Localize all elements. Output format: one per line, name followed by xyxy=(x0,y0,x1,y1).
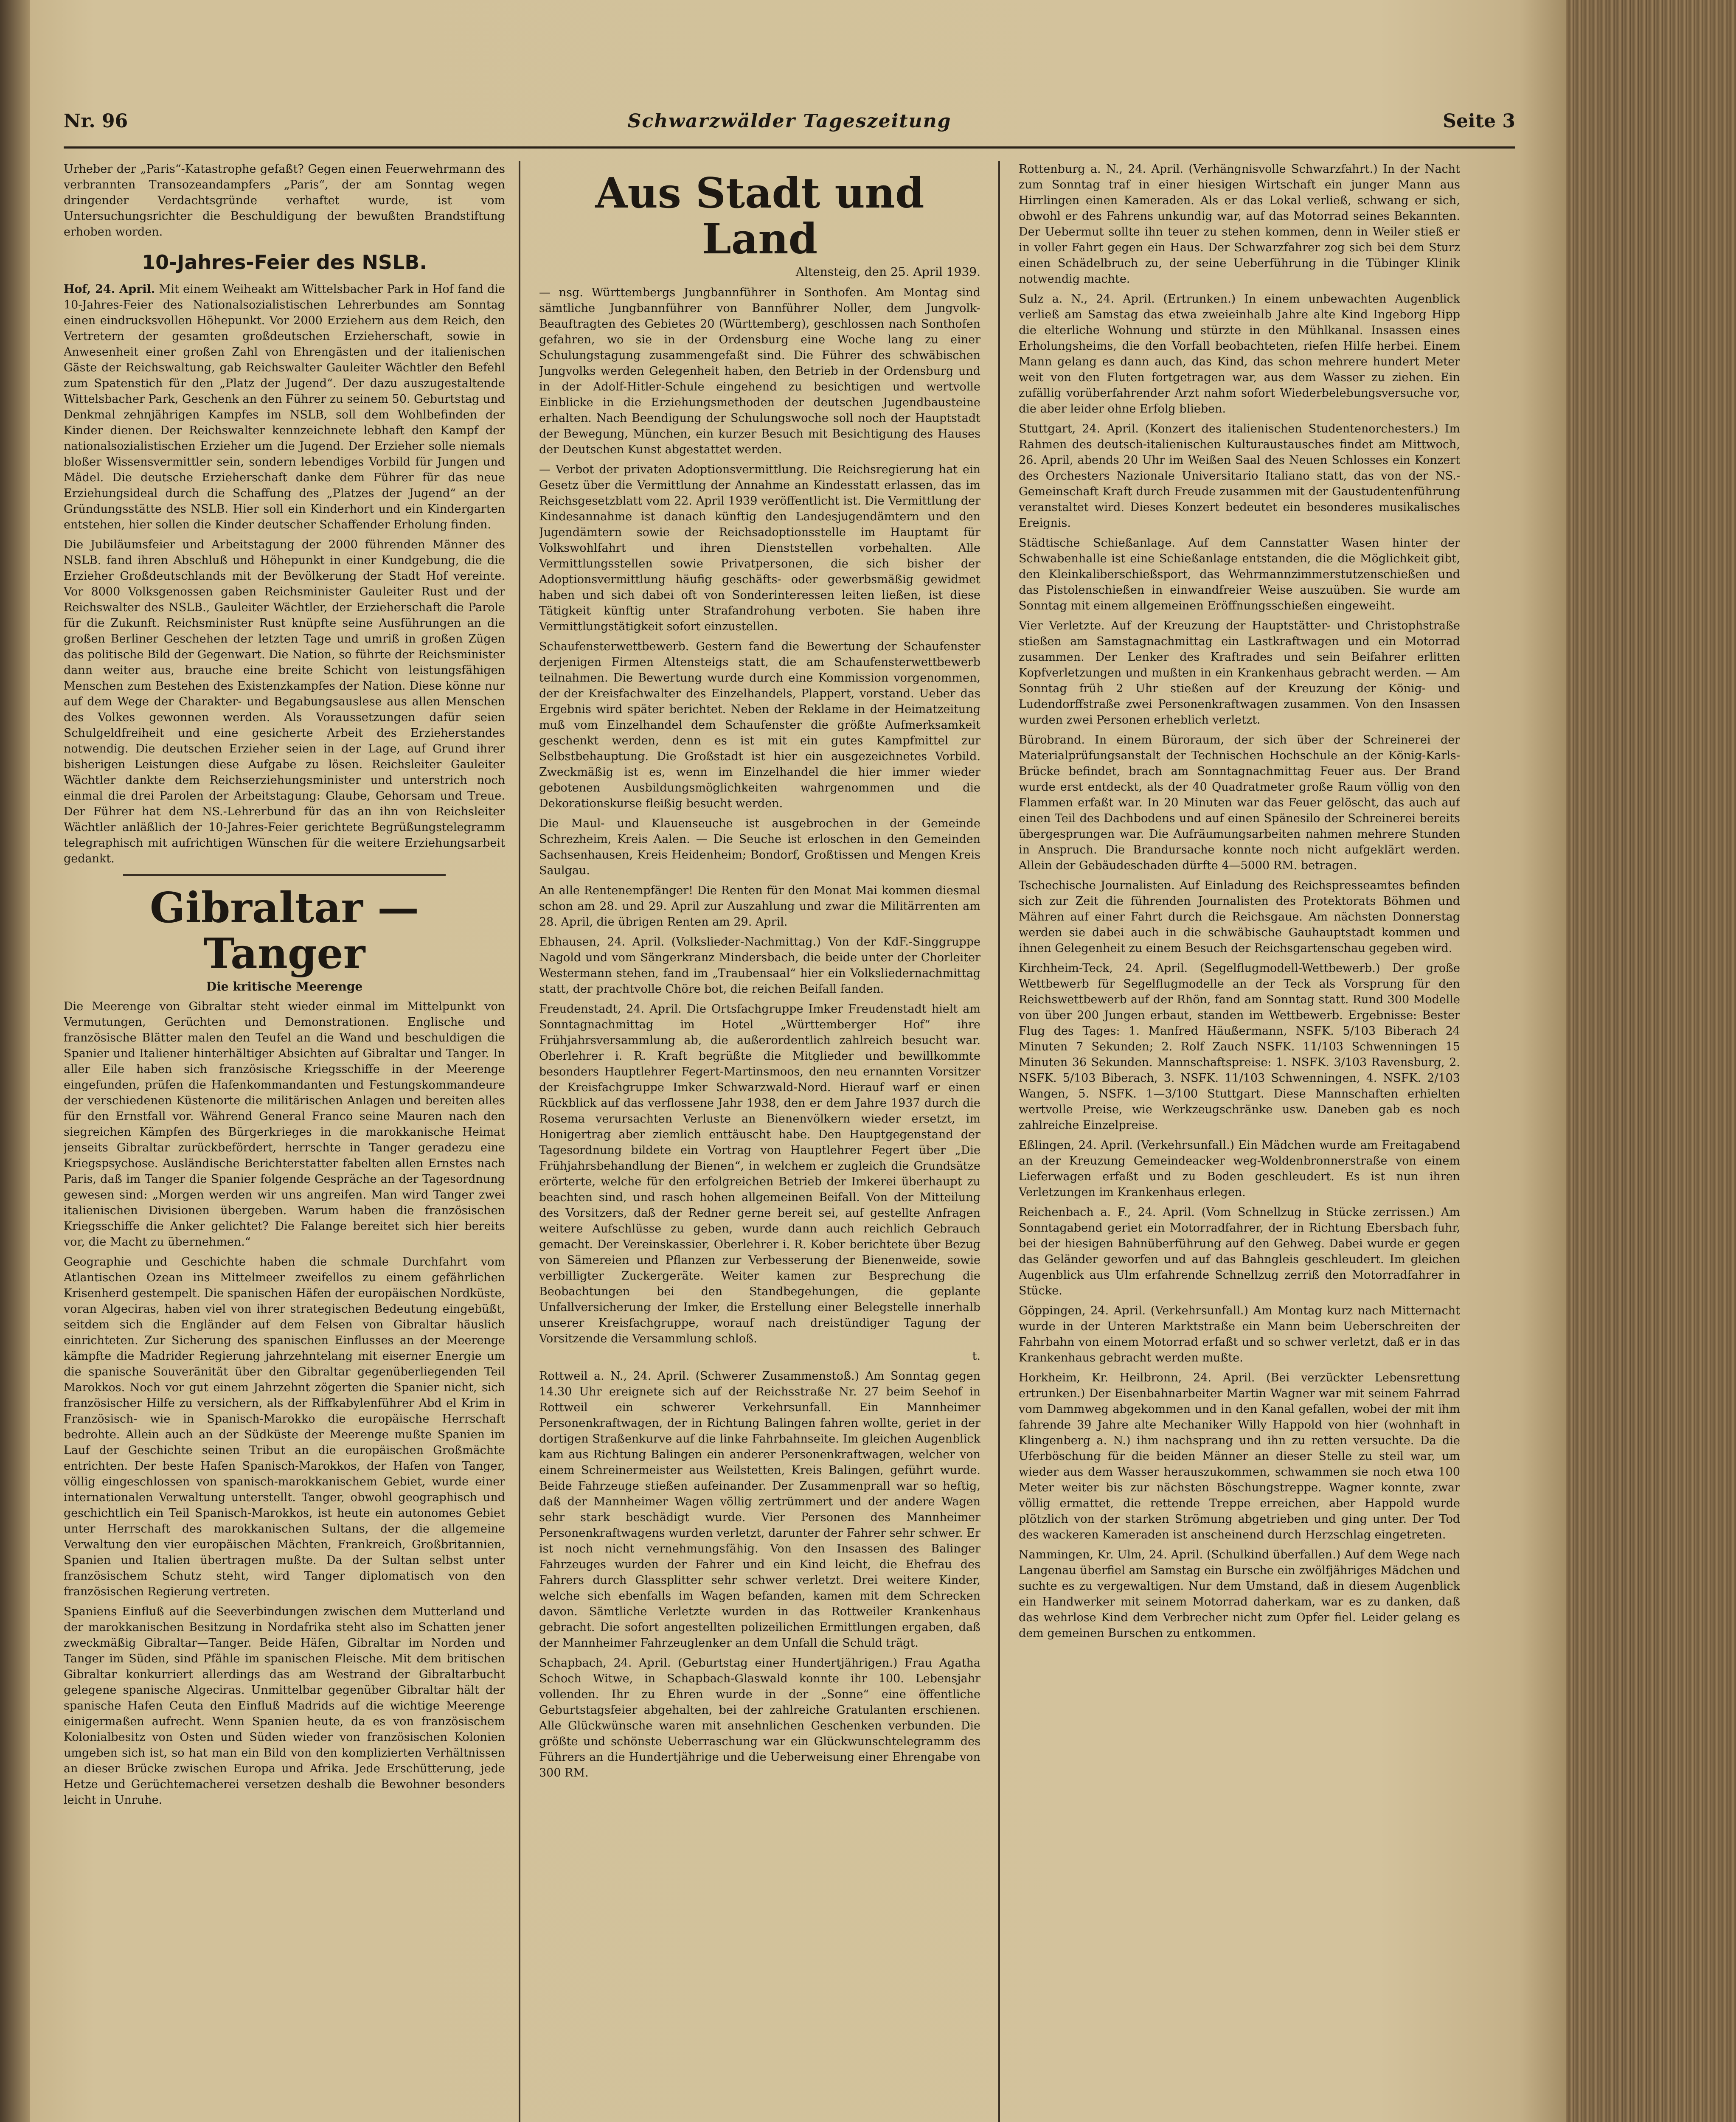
article-reichenbach: Reichenbach a. F., 24. April. (Vom Schnellzug in Stücke zerrissen.) Am Sonntagabend geriet ein Motorradfahrer, der in Richtung Ebersbach fuhr, bei der hiesigen Bahnüberführung auf den Gehweg. Dabei wurde er gegen das Geländer geworfen und auf das Bahngleis geschleudert. Im gleichen Augenblick aus Ulm erfahrende Schnellzug zerriß den Motorradfahrer in Stücke. xyxy=(1019,1206,1460,1297)
article-paris: Urheber der „Paris“-Katastrophe gefaßt? Gegen einen Feuerwehrmann des verbrannten Transozeandampfers „Paris“, der am Sonntag wegen dringender Verdachtsgründe verhaftet wurde, ist vom Untersuchungsrichter die Beschuldigung der bewußten Brandstiftung erhoben worden. xyxy=(64,163,505,239)
article-goeppingen: Göppingen, 24. April. (Verkehrsunfall.) Am Montag kurz nach Mitternacht wurde in der Unteren Marktstraße ein Mann beim Ueberschreiten der Fahrbahn von einem Motorrad erfaßt und so schwer verletzt, daß er in das Krankenhaus gebracht werden mußte. xyxy=(1019,1304,1460,1364)
section-divider xyxy=(123,874,446,876)
article-schapbach: Schapbach, 24. April. (Geburtstag einer Hundertjährigen.) Frau Agatha Schoch Witwe, in Schapbach-Glaswald konnte ihr 100. Lebensjahr vollenden. Ihr zu Ehren wurde in der „Sonne“ eine öffentliche Geburtstagsfeier abgehalten, bei der zahlreiche Gratulanten erschienen. Alle Glückwünsche waren mit ansehnlichen Geschenken verbunden. Die größte und schönste Ueberraschung war ein Glückwunschtelegramm des Führers an die Hundertjährige und die Ueberweisung einer Ehrengabe von 300 RM. xyxy=(539,1656,980,1780)
author-sign: t. xyxy=(972,1350,980,1363)
article-buerobrand: Bürobrand. In einem Büroraum, der sich über der Schreinerei der Materialprüfungsanstalt der Technischen Hochschule an der König-Karls-Brücke befindet, brach am Sonntagnachmittag Feuer aus. Der Brand wurde erst entdeckt, als der 40 Quadratmeter große Raum völlig von den Flammen erfaßt war. In 20 Minuten war das Feuer gelöscht, das auch auf einen Teil des Dachbodens und auf einen Spänesilo der Schreinerei bereits übergesprungen war. Die Aufräumungsarbeiten nahmen mehrere Stunden in Anspruch. Die Brandursache konnte noch nicht aufgeklärt werden. Allein der Gebäudeschaden dürfte 4—5000 RM. betragen. xyxy=(1019,733,1460,872)
column-2 xyxy=(539,161,980,2122)
article-journalisten: Tschechische Journalisten. Auf Einladung des Reichspresseamtes befinden sich zur Zeit die führenden Journalisten des Protektorats Böhmen und Mähren auf einer Fahrt durch die Reichsgaue. Am nächsten Donnerstag werden sie dabei auch in die schwäbische Gauhauptstadt kommen und ihnen Gelegenheit zu einem Besuch der Reichsgartenschau gegeben wird. xyxy=(1019,879,1460,955)
article-adoption: — Verbot der privaten Adoptionsvermittlung. Die Reichsregierung hat ein Gesetz über die Vermittlung der Annahme an Kindesstatt erlassen, das im Reichsgesetzblatt vom 22. April 1939 veröffentlicht ist. Die Vermittlung der Kindesannahme ist danach künftig den Landesjugendämtern und den Jugendämtern sowie der Reichsadoptionsstelle im Hauptamt für Volkswohlfahrt und ihren Dienststellen vorbehalten. Alle Vermittlungsstellen sowie Privatpersonen, die sich bisher der Adoptionsvermittlung häufig geschäfts- oder gewerbsmäßig gewidmet haben und sich dabei oft von Sonderinteressen leiten ließen, ist diese Tätigkeit künftig unter Strafandrohung verboten. Sie haben ihre Vermittlungstätigkeit sofort einzustellen. xyxy=(539,463,980,633)
article-vier-verletzte: Vier Verletzte. Auf der Kreuzung der Hauptstätter- und Christophstraße stießen am Samstagnachmittag ein Lastkraftwagen und ein Motorrad zusammen. Der Lenker des Kraftrades und sein Beifahrer erlitten Kopfverletzungen und mußten in ein Krankenhaus gebracht werden. — Am Sonntag früh 2 Uhr stießen auf der Kreuzung der König- und Ludendorffstraße zwei Personenkraftwagen zusammen. Von den Insassen wurden zwei Personen erheblich verletzt. xyxy=(1019,619,1460,727)
column-3 xyxy=(1019,161,1460,2122)
page-number: Seite 3 xyxy=(1443,110,1515,132)
headline-stadt-und-land: Aus Stadt und Land xyxy=(595,169,924,264)
article-freudenstadt: Freudenstadt, 24. April. Die Ortsfachgruppe Imker Freudenstadt hielt am Sonntagnachmittag im Hotel „Württemberger Hof“ ihre Frühjahrsversammlung ab, die außerordentlich zahlreich besucht war. Oberlehrer i. R. Kraft begrüßte die Mitglieder und bewillkommte besonders Hauptlehrer Fegert-Martinsmoos, den neu ernannten Vorsitzer der Kreisfachgruppe Imker Schwarzwald-Nord. Hierauf warf er einen Rückblick auf das verflossene Jahr 1938, den er dem Jahre 1937 durch die Rosema verursachten Verluste an Bienenvölkern wieder ersetzt, im Honigertrag aber ziemlich enttäuscht habe. Den Hauptgegenstand der Tagesordnung bildete ein Vortrag von Hauptlehrer Fegert über „Die Frühjahrsbehandlung der Bienen“, in welchem er zugleich die Grundsätze erörterte, welche für den erfolgreichen Betrieb der Imkerei überhaupt zu beachten sind, und rasch hohen allgemeinen Beifall. Von der Mitteilung des Vorsitzers, daß der Redner gerne bereit sei, auf gestellte Anfragen weitere Aufschlüsse zu geben, wurde dann auch reichlich Gebrauch gemacht. Der Vereinskassier, Oberlehrer i. R. Kober berichtete über Bezug von Sämereien und Pflanzen zur Verbesserung der Bienenweide, sowie verbilligter Zuckergeräte. Weiter kamen zur Besprechung die Beobachtungen bei den Standbegehungen, die geplante Unfallversicherung der Imker, die Erstellung einer Belegstelle innerhalb unserer Kreisfachgruppe, worauf nach dreistündiger Tagung der Vorsitzende die Versammlung schloß. xyxy=(539,1002,980,1345)
article-jungbann: — nsg. Württembergs Jungbannführer in Sonthofen. Am Montag sind sämtliche Jungbannführer von Bannführer Noller, dem Jungvolk-Beauftragten des Gebietes 20 (Württemberg), geschlossen nach Sonthofen gefahren, wo sie in der Ordensburg eine Woche lang zu einer Schulungstagung zusammengefaßt sind. Die Führer des schwäbischen Jungvolks werden Gelegenheit haben, den Betrieb in der Ordensburg und in der Adolf-Hitler-Schule eingehend zu besichtigen und wertvolle Einblicke in die Erziehungsmethoden der deutschen Jugendbausteine erhalten. Nach Beendigung der Schulungswoche soll noch der Hauptstadt der Bewegung, München, ein kurzer Besuch mit Besichtigung des Hauses der Deutschen Kunst abgestattet werden. xyxy=(539,286,980,456)
article-kirchheim: Kirchheim-Teck, 24. April. (Segelflugmodell-Wettbewerb.) Der große Wettbewerb für Segelflugmodelle an der Teck als Vorsprung für den Reichswettbewerb auf der Rhön, fand am Sonntag statt. Rund 300 Modelle von über 200 Jungen erbaut, standen im Wettbewerb. Ergebnisse: Bester Flug des Tages: 1. Manfred Häußermann, NSFK. 5/103 Biberach 24 Minuten 7 Sekunden; 2. Rolf Zauch NSFK. 11/103 Schwenningen 15 Minuten 36 Sekunden. Mannschaftspreise: 1. NSFK. 3/103 Ravensburg, 2. NSFK. 5/103 Biberach, 3. NSFK. 11/103 Schwenningen, 4. NSFK. 2/103 Wangen, 5. NSFK. 1—3/100 Stuttgart. Diese Mannschaften erhielten wertvolle Preise, wie Werkzeugschränke usw. Daneben gab es noch zahlreiche Einzelpreise. xyxy=(1019,962,1460,1132)
headline-gibraltar: Gibraltar — Tanger xyxy=(149,884,419,978)
article-jubilaeum: Die Jubiläumsfeier und Arbeitstagung der 2000 führenden Männer des NSLB. fand ihren Abschluß und Höhepunkt in einer Kundgebung, die die Erzieher Großdeutschlands mit der Bevölkerung der Stadt Hof vereinte. Vor 8000 Volksgenossen gaben Reichsminister Gauleiter Rust und der Reichswalter des NSLB., Gauleiter Wächtler, der Erzieherschaft die Parole für die Zukunft. Reichsminister Rust knüpfte seine Ausführungen an die großen Berliner Geschehen der letzten Tage und umriß in großen Zügen das politische Bild der Gegenwart. Die Nation, so führte der Reichsminister dann weiter aus, brauche eine breite Schicht von leistungsfähigen Menschen zum Bestehen des Existenzkampfes der Nation. Diese könne nur auf dem Wege der Charakter- und Begabungsauslese aus allen Menschen des Volkes gewonnen werden. Als Voraussetzungen dafür seien Schulgeldfreiheit und eine gesicherte Arbeit des Erzieherstandes notwendig. Die deutschen Erzieher seien in der Lage, auf Grund ihrer bisherigen Leistungen diese Aufgabe zu lösen. Reichsleiter Gauleiter Wächtler dankte dem Reichserziehungsminister und unterstrich noch einmal die drei Parolen der Arbeitstagung: Glaube, Gehorsam und Treue. Der Führer hat dem NS.-Lehrerbund für das an ihn von Reichsleiter Wächtler anläßlich der 10-Jahres-Feier gerichtete Begrüßungstelegramm telegraphisch mit aufrichtigen Wünschen für die weitere Erziehungsarbeit gedankt. xyxy=(64,538,505,865)
column-1 xyxy=(64,161,505,2122)
article-nammingen: Nammingen, Kr. Ulm, 24. April. (Schulkind überfallen.) Auf dem Wege nach Langenau überfiel am Samstag ein Bursche ein zwölfjähriges Mädchen und suchte es zu vergewaltigen. Nur dem Umstand, daß in diesem Augenblick ein Handwerker mit seinem Motorrad daherkam, war es zu danken, daß das wehrlose Kind dem Verbrecher nicht zum Opfer fiel. Leider gelang es dem gemeinen Burschen zu entkommen. xyxy=(1019,1548,1460,1640)
headline-nslb: 10-Jahres-Feier des NSLB. xyxy=(142,251,427,274)
subheadline-gibraltar: Die kritische Meerenge xyxy=(206,980,363,994)
article-renten: An alle Rentenempfänger! Die Renten für den Monat Mai kommen diesmal schon am 28. und 29. April zur Auszahlung und zwar die Militärrenten am 28. April, die übrigen Renten am 29. April. xyxy=(539,884,980,929)
article-rottenburg: Rottenburg a. N., 24. April. (Verhängnisvolle Schwarzfahrt.) In der Nacht zum Sonntag traf in einer hiesigen Wirtschaft ein junger Mann aus Hirrlingen einen Kameraden. Als er das Lokal verließ, schwang er sich, obwohl er des Fahrens unkundig war, auf das Motorrad seines Bekannten. Der Uebermut sollte ihn teuer zu stehen kommen, denn in Weiler stieß er in voller Fahrt gegen ein Haus. Der Schwarzfahrer zog sich bei dem Sturz einen Schädelbruch zu, der seine Ueberführung in die Tübinger Klinik notwendig machte. xyxy=(1019,163,1460,286)
article-stuttgart: Stuttgart, 24. April. (Konzert des italienischen Studentenorchesters.) Im Rahmen des deutsch-italienischen Kulturaustausches findet am Mittwoch, 26. April, abends 20 Uhr im Weißen Saal des Neuen Schlosses ein Konzert des Orchesters Nazionale Universitario Italiano statt, das von der NS.-Gemeinschaft Kraft durch Freude zusammen mit der Gaustudentenführung veranstaltet wird. Dieses Konzert bedeutet ein besonderes musikalisches Ereignis. xyxy=(1019,422,1460,530)
article-hof-text: Mit einem Weiheakt am Wittelsbacher Park in Hof fand die 10-Jahres-Feier des Nationalsozialistischen Lehrerbundes am Sonntag einen eindrucksvollen Höhepunkt. Vor 2000 Erziehern aus dem Reich, den Vertretern der gesamten großdeutschen Erzieherschaft, sowie in Anwesenheit einer großen Zahl von Ehrengästen und der italienischen Gäste der Reichswaltung, gab Reichswalter Gauleiter Wächtler den Befehl zum Spatenstich für den „Platz der Jugend“. Der dazu auszugestaltende Wittelsbacher Park, Geschenk an den Führer zu seinem 50. Geburtstag und Denkmal zehnjährigen Kampfes im NSLB, soll dem Wohlbefinden der Kinder dienen. Der Reichswalter kennzeichnete lebhaft den Kampf der nationalsozialistischen Erzieher um die Jugend. Der Erzieher solle niemals bloßer Wissensvermittler sein, sondern lebendiges Vorbild für Jungen und Mädel. Die deutsche Erzieherschaft danke dem Führer für das neue Erziehungsideal durch die Schaffung des „Platzes der Jugend“ an der Gründungsstätte des NSLB. Hier soll ein Kinderhort und ein Kindergarten entstehen, hier sollen die Kinder deutscher Schaffender Erholung finden. xyxy=(64,283,505,531)
article-gibraltar-3: Spaniens Einfluß auf die Seeverbindungen zwischen dem Mutterland und der marokkanischen Besitzung in Nordafrika steht also im Schatten jener zweckmäßig Gibraltar—Tanger. Beide Häfen, Gibraltar im Norden und Tanger im Süden, sind Pfähle im spanischen Fleische. Mit dem britischen Gibraltar konkurriert allerdings das am Westrand der Gibraltarbucht gelegene spanische Algeciras. Unmittelbar gegenüber Gibraltar hält der spanische Hafen Ceuta den Einfluß Madrids auf die wichtige Meerenge einigermaßen aufrecht. Wenn Spanien heute, da es von französischem Kolonialbesitz von Osten und Süden wieder von französischen Kolonien umgeben sich ist, so hat man ein Bild von den komplizierten Verhältnissen an dieser Brücke zwischen Europa und Afrika. Jede Erschütterung, jede Hetze und Gerüchtemacherei versetzen deshalb die Bewohner besonders leicht in Unruhe. xyxy=(64,1605,505,1807)
dateline-altensteig: Altensteig, den 25. April 1939. xyxy=(795,265,980,279)
article-sulz: Sulz a. N., 24. April. (Ertrunken.) In einem unbewachten Augenblick verließ am Samstag das etwa zweieinhalb Jahre alte Kind Ingeborg Hipp die elterliche Wohnung und stürzte in den Mühlkanal. Insassen eines Erholungsheims, die den Vorfall beobachteten, riefen Hilfe herbei. Einem Mann gelang es dann auch, das Kind, das schon mehrere hundert Meter weit von den Fluten fortgetragen war, aus dem Wasser zu ziehen. Ein zufällig vorüberfahrender Arzt nahm sofort Wiederbelebungsversuche vor, die aber leider ohne Erfolg blieben. xyxy=(1019,292,1460,415)
article-schiessanlage: Städtische Schießanlage. Auf dem Cannstatter Wasen hinter der Schwabenhalle ist eine Schießanlage entstanden, die die Möglichkeit gibt, den Kleinkaliberschießsport, das Wehrmannzimmerstutzenschießen und das Pistolenschießen in einwandfreier Weise auszuüben. Sie wurde am Sonntag mit einem allgemeinen Eröffnungsschießen eingeweiht. xyxy=(1019,536,1460,612)
article-gibraltar-2: Geographie und Geschichte haben die schmale Durchfahrt vom Atlantischen Ozean ins Mittelmeer zweifellos zu einem gefährlichen Krisenherd gestempelt. Die spanischen Häfen der europäischen Nordküste, voran Algeciras, haben viel von ihrer strategischen Bedeutung eingebüßt, seitdem sich die Engländer auf dem Felsen von Gibraltar häuslich einrichteten. Zur Sicherung des spanischen Einflusses an der Meerenge kämpfte die Madrider Regierung jahrzehntelang mit eiserner Energie um die spanische Souveränität über den Gibraltar gegenüberliegenden Teil Marokkos. Noch vor gut einem Jahrzehnt zögerten die Spanier nicht, sich französischer Hilfe zu versichern, als der Riffkabylenführer Abd el Krim in Französisch- wie in Spanisch-Marokko die europäische Herrschaft bedrohte. Allein auch an der Südküste der Meerenge mußte Spanien im Lauf der Geschichte seinen Tribut an die europäischen Großmächte entrichten. Der beste Hafen Spanisch-Marokkos, der Hafen von Tanger, völlig eingeschlossen von spanisch-marokkanischem Gebiet, wurde einer internationalen Verwaltung unterstellt. Tanger, obwohl geographisch und geschichtlich ein Teil Spanisch-Marokkos, ist heute ein autonomes Gebiet unter Herrschaft des marokkanischen Sultans, der die allgemeine Verwaltung den vier europäischen Mächten, Frankreich, Großbritannien, Spanien und Italien übertragen mußte. Da der Sultan selbst unter französischem Schutz steht, wird Tanger diplomatisch von den französischen Regierung vertreten. xyxy=(64,1255,505,1598)
book-page-edges xyxy=(1566,0,1736,2122)
article-gibraltar-1: Die Meerenge von Gibraltar steht wieder einmal im Mittelpunkt von Vermutungen, Gerüchten und Demonstrationen. Englische und französische Blätter malen den Teufel an die Wand und beschuldigen die Spanier und Italiener hinterhältiger Absichten auf Gibraltar und Tanger. In aller Eile haben sich französische Kriegsschiffe in der Meerenge eingefunden, prüfen die Hafenkommandanten und Festungskommandeure der verschiedenen Küstenorte die militärischen Anlagen und bereiten alles für den Ernstfall vor. Während General Franco seine Mauren nach den siegreichen Kämpfen des Bürgerkrieges in die marokkanische Heimat jenseits Gibraltar zurückbefördert, herrschte in Tanger geradezu eine Kriegspsychose. Ausländische Berichterstatter fabelten allen Ernstes nach Paris, daß im Tanger die Spanier folgende Gespräche an der Tagesordnung gewesen sind: „Morgen werden wir uns angreifen. Man wird Tanger zwei italienischen Divisionen übergeben. Warum haben die französischen Kriegsschiffe die Anker gelichtet? Die Falange bereitet sich hier bereits vor, die Macht zu übernehmen.“ xyxy=(64,1000,505,1249)
issue-number: Nr. 96 xyxy=(64,110,128,132)
page-header xyxy=(64,108,1515,149)
article-hof xyxy=(64,281,505,533)
article-schaufenster: Schaufensterwettbewerb. Gestern fand die Bewertung der Schaufenster derjenigen Firmen Altensteigs statt, die am Schaufensterwettbewerb teilnahmen. Die Bewertung wurde durch eine Kommission vorgenommen, der der Kreisfachwalter des Einzelhandels, Plappert, vorstand. Ueber das Ergebnis wird später berichtet. Neben der Reklame in der Heimatzeitung muß vom Einzelhandel dem Schaufenster die größte Aufmerksamkeit geschenkt werden, denn es ist mit ein gutes Kampfmittel zur Selbstbehauptung. Die Großstadt ist hier ein ausgezeichnetes Vorbild. Zweckmäßig ist es, wenn im Einzelhandel die hier immer wieder gebotenen Ausbildungsmöglichkeiten wahrgenommen und die Dekorationskurse fleißig besucht werden. xyxy=(539,640,980,810)
article-ebhausen: Ebhausen, 24. April. (Volkslieder-Nachmittag.) Von der KdF.-Singgruppe Nagold und vom Sängerkranz Mindersbach, die beide unter der Chorleiter Westermann stehen, fand im „Traubensaal“ hier ein Volksliedernachmittag statt, der prachtvolle Chöre bot, die reichen Beifall fanden. xyxy=(539,935,980,996)
column-rule-1 xyxy=(519,161,520,2122)
binding-shadow xyxy=(0,0,30,2122)
newspaper-title: Schwarzwälder Tageszeitung xyxy=(627,110,952,132)
article-esslingen: Eßlingen, 24. April. (Verkehrsunfall.) Ein Mädchen wurde am Freitagabend an der Kreuzung Gemeindeacker weg-Woldenbronnerstraße von einem Lieferwagen erfaßt und zu Boden geschleudert. Es ist nun ihren Verletzungen im Krankenhaus erlegen. xyxy=(1019,1139,1460,1199)
article-rottweil: Rottweil a. N., 24. April. (Schwerer Zusammenstoß.) Am Sonntag gegen 14.30 Uhr ereignete sich auf der Reichsstraße Nr. 27 beim Seehof in Rottweil ein schwerer Verkehrsunfall. Ein Mannheimer Personenkraftwagen, der in Richtung Balingen fahren wollte, geriet in der dortigen Straßenkurve auf die linke Fahrbahnseite. Im gleichen Augenblick kam aus Richtung Balingen ein anderer Personenkraftwagen, welcher von einem Schreinermeister aus Weilstetten, Kreis Balingen, geführt wurde. Beide Fahrzeuge stießen aufeinander. Der Zusammenprall war so heftig, daß der Mannheimer Wagen völlig zertrümmert und der andere Wagen sehr stark beschädigt wurde. Vier Personen des Mannheimer Personenkraftwagens wurden verletzt, darunter der Fahrer sehr schwer. Er ist noch nicht vernehmungsfähig. Von den Insassen des Balinger Fahrzeuges wurden der Fahrer und ein Kind leicht, die Ehefrau des Fahrers durch Glassplitter sehr schwer verletzt. Drei weitere Kinder, welche sich ebenfalls im Wagen befanden, kamen mit dem Schrecken davon. Sämtliche Verletzte wurden in das Rottweiler Krankenhaus gebracht. Die sofort angestellten polizeilichen Ermittlungen ergaben, daß der Mannheimer Fahrzeuglenker an dem Unfall die Schuld trägt. xyxy=(539,1370,980,1650)
article-horkheim: Horkheim, Kr. Heilbronn, 24. April. (Bei verzückter Lebensrettung ertrunken.) Der Eisenbahnarbeiter Martin Wagner war mit seinem Fahrrad vom Dammweg abgekommen und in den Kanal gefallen, wobei der mit ihm fahrende 39 Jahre alte Mechaniker Willy Happold von hier (wohnhaft in Klingenberg a. N.) ihm nachsprang und ihn zu retten versuchte. Da die Uferböschung für die beiden Männer an dieser Stelle zu steil war, um wieder aus dem Wasser herauszukommen, schwammen sie noch etwa 100 Meter weiter bis zur nächsten Böschungstreppe. Wagner konnte, zwar völlig ermattet, die rettende Treppe erreichen, aber Happold wurde plötzlich von der starken Strömung abgetrieben und ging unter. Der Tod des wackeren Kameraden ist anscheinend durch Herzschlag eingetreten. xyxy=(1019,1371,1460,1541)
article-maul-klauenseuche: Die Maul- und Klauenseuche ist ausgebrochen in der Gemeinde Schrezheim, Kreis Aalen. — Die Seuche ist erloschen in den Gemeinden Sachsenhausen, Kreis Heidenheim; Bondorf, Großtissen und Mengen Kreis Saulgau. xyxy=(539,817,980,877)
column-rule-2 xyxy=(998,161,1000,2122)
dateline-hof: Hof, 24. April. xyxy=(64,283,155,296)
